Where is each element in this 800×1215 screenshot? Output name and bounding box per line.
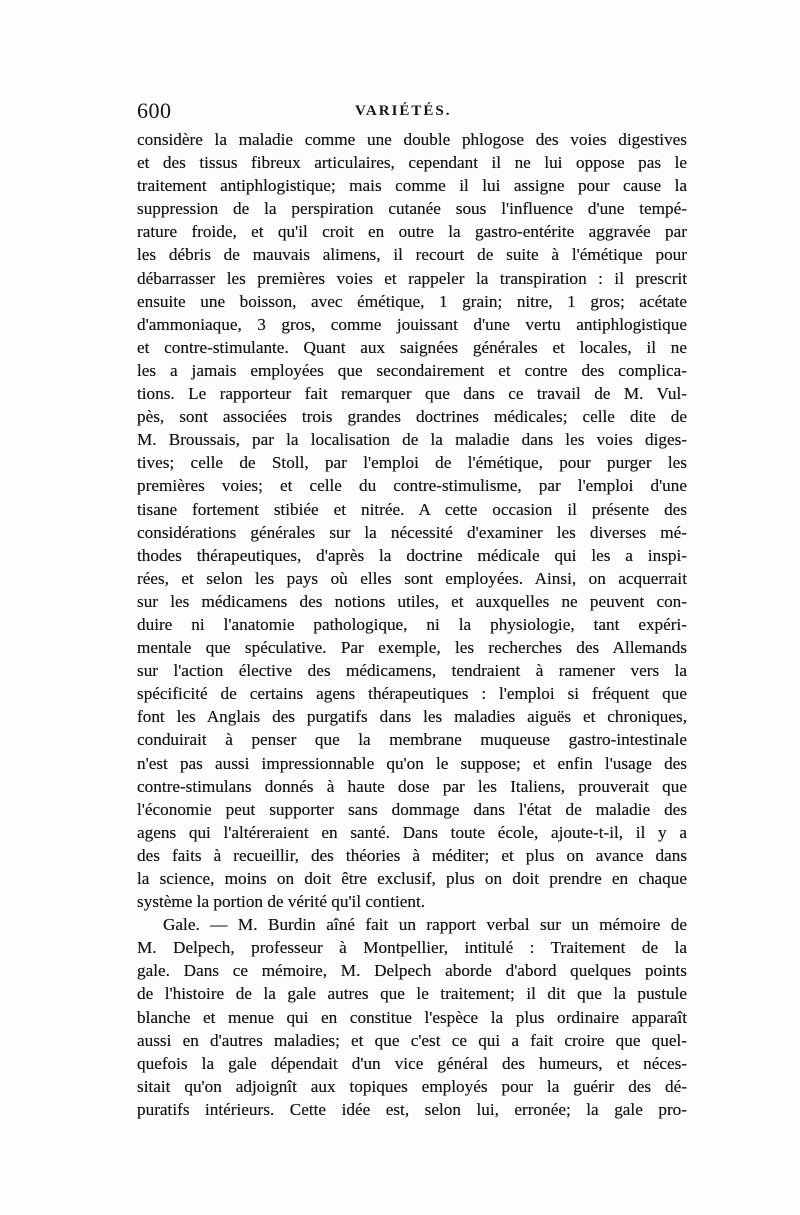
text-line: tions. Le rapporteur fait remarquer que dans ce travail de M. Vul- <box>137 384 687 404</box>
text-line: débarrasser les premières voies et rappeler la transpiration : il prescrit <box>137 268 687 288</box>
text-line: l'économie peut supporter sans dommage dans l'état de maladie des <box>137 799 687 819</box>
text-line: M. Delpech, professeur à Montpellier, intitulé : Traitement de la <box>137 938 687 958</box>
text-line: Gale. — M. Burdin aîné fait un rapport verbal sur un mémoire de <box>163 915 687 935</box>
text-line: n'est pas aussi impressionnable qu'on le suppose; et enfin l'usage des <box>137 753 687 773</box>
text-line: premières voies; et celle du contre-stimulisme, par l'emploi d'une <box>137 476 687 496</box>
text-line: pès, sont associées trois grandes doctrines médicales; celle dite de <box>137 407 687 427</box>
text-line: de l'histoire de la gale autres que le traitement; il dit que la pustule <box>137 984 687 1004</box>
text-line: ensuite une boisson, avec émétique, 1 grain; nitre, 1 gros; acétate <box>137 291 687 311</box>
text-line: tives; celle de Stoll, par l'emploi de l'émétique, pour purger les <box>137 453 687 473</box>
text-line: d'ammoniaque, 3 gros, comme jouissant d'une vertu antiphlogistique <box>137 314 687 334</box>
text-line: les a jamais employées que secondairement et contre des complica- <box>137 360 687 380</box>
text-line: système la portion de vérité qu'il contient. <box>137 892 426 912</box>
text-line: la science, moins on doit être exclusif, plus on doit prendre en chaque <box>137 869 687 888</box>
text-line: puratifs intérieurs. Cette idée est, selon lui, erronée; la gale pro- <box>137 1099 687 1119</box>
text-line: sitait qu'on adjoignît aux topiques employés pour la guérir des dé- <box>137 1076 687 1096</box>
page-header <box>137 96 687 126</box>
text-line: tisane fortement stibiée et nitrée. A cette occasion il présente des <box>137 499 687 519</box>
text-line: rées, et selon les pays où elles sont employées. Ainsi, on acquerrait <box>137 568 687 588</box>
text-line: suppression de la perspiration cutanée sous l'influence d'une tempé- <box>137 199 687 219</box>
text-line: mentale que spéculative. Par exemple, les recherches des Allemands <box>137 638 687 658</box>
text-line: conduirait à penser que la membrane muqueuse gastro-intestinale <box>137 730 687 750</box>
text-line: traitement antiphlogistique; mais comme il lui assigne pour cause la <box>137 176 687 196</box>
text-line: et des tissus fibreux articulaires, cependant il ne lui oppose pas le <box>137 153 687 173</box>
text-line: thodes thérapeutiques, d'après la doctrine médicale qui les a inspi- <box>137 545 687 565</box>
running-head: VARIÉTÉS. <box>355 103 452 119</box>
text-line: rature froide, et qu'il croit en outre la gastro-entérite aggravée par <box>137 222 687 242</box>
text-line: aussi en d'autres maladies; et que c'est ce qui a fait croire que quel- <box>137 1030 687 1050</box>
text-line: sur l'action élective des médicamens, tendraient à ramener vers la <box>137 661 687 681</box>
text-line: les débris de mauvais alimens, il recourt de suite à l'émétique pour <box>137 245 687 265</box>
text-line: considérations générales sur la nécessité d'examiner les diverses mé- <box>137 522 687 542</box>
text-line: blanche et menue qui en constitue l'espèce la plus ordinaire apparaît <box>137 1007 687 1027</box>
text-line: spécificité de certains agens thérapeutiques : l'emploi si fréquent que <box>137 684 687 704</box>
text-line: agens qui l'altéreraient en santé. Dans toute école, ajoute-t-il, il y a <box>137 822 687 842</box>
text-line: sur les médicamens des notions utiles, et auxquelles ne peuvent con- <box>137 591 687 611</box>
text-line: font les Anglais des purgatifs dans les maladies aiguës et chroniques, <box>137 707 687 727</box>
text-line: des faits à recueillir, des théories à méditer; et plus on avance dans <box>137 845 687 865</box>
text-line: contre-stimulans donnés à haute dose par les Italiens, prouverait que <box>137 776 687 796</box>
text-line: considère la maladie comme une double phlogose des voies digestives <box>137 130 687 149</box>
page-number: 600 <box>137 98 172 123</box>
text-line: quefois la gale dépendait d'un vice général des humeurs, et néces- <box>137 1053 687 1073</box>
text-line: duire ni l'anatomie pathologique, ni la physiologie, tant expéri- <box>137 614 687 634</box>
text-line: et contre-stimulante. Quant aux saignées générales et locales, il ne <box>137 337 687 357</box>
text-line: M. Broussais, par la localisation de la maladie dans les voies diges- <box>137 430 687 450</box>
body-text <box>137 128 687 1121</box>
text-line: gale. Dans ce mémoire, M. Delpech aborde d'abord quelques points <box>137 961 687 981</box>
